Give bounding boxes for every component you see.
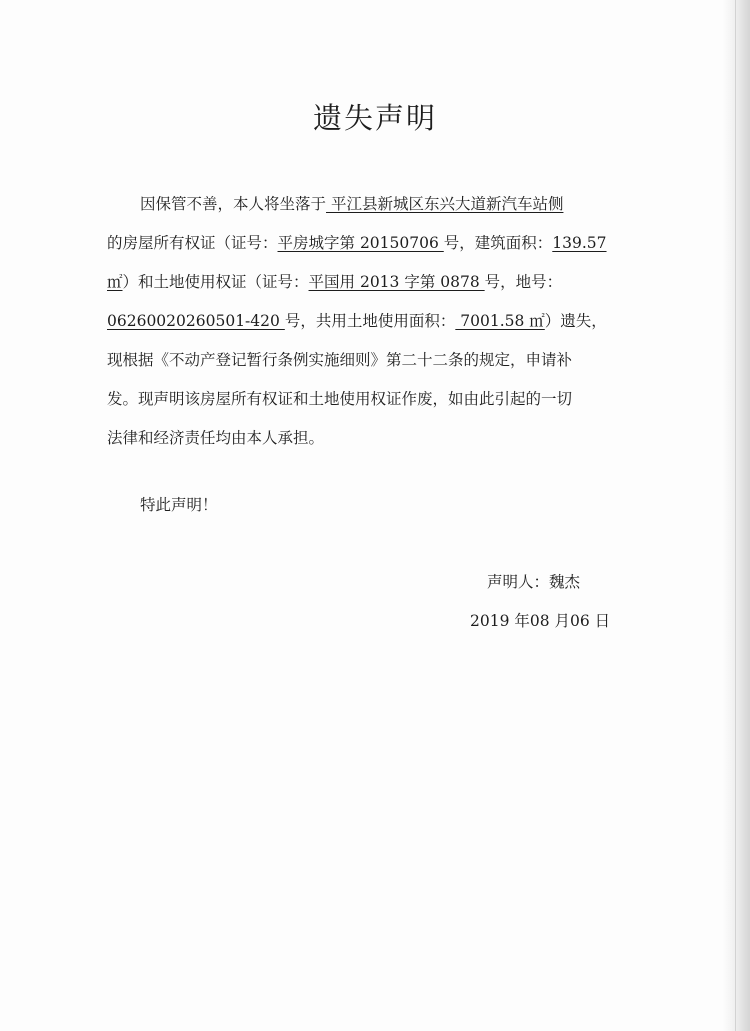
body-text-segment: 的房屋所有权证（证号： — [107, 234, 278, 252]
page-title: 遗失声明 — [312, 101, 437, 135]
body-line-1 — [107, 185, 647, 224]
closing-statement: 特此声明！ — [140, 496, 218, 514]
body-text-segment: 因保管不善，本人将坐落于 — [140, 195, 327, 213]
body-line-2 — [107, 224, 647, 263]
declarant-signature: 声明人：魏杰 — [487, 573, 581, 591]
body-line-7 — [107, 419, 647, 458]
body-text-segment: 发。现声明该房屋所有权证和土地使用权证作废，如由此引起的一切 — [107, 390, 573, 408]
body-text-segment: ）遗失， — [544, 312, 607, 330]
body-text-segment: 现根据《不动产登记暂行条例实施细则》第二十二条的规定，申请补 — [107, 351, 573, 369]
body-text-segment: 号，建筑面积： — [443, 234, 553, 252]
plot-number: 06260020260501-420 — [107, 312, 285, 330]
body-line-3 — [107, 263, 647, 302]
scan-edge-shadow — [722, 0, 750, 1031]
house-certificate-number: 平房城字第 20150706 — [277, 234, 444, 252]
body-line-6 — [107, 380, 647, 419]
shared-land-area: 7001.58 ㎡ — [455, 312, 545, 330]
building-area: 139.57 — [552, 234, 607, 252]
body-text-segment: 号，地号： — [484, 273, 563, 291]
scan-edge-line — [735, 0, 736, 1031]
property-location: 平江县新城区东兴大道新汽车站侧 — [326, 195, 564, 213]
body-text-segment: ）和土地使用权证（证号： — [122, 273, 309, 291]
statement-date: 2019 年08 月06 日 — [470, 612, 611, 630]
body-text-segment: 法律和经济责任均由本人承担。 — [107, 429, 325, 447]
body-line-5 — [107, 341, 647, 380]
body-line-4 — [107, 302, 647, 341]
statement-body — [107, 185, 647, 458]
land-certificate-number: 平国用 2013 字第 0878 — [308, 273, 485, 291]
building-area-unit: ㎡ — [107, 273, 123, 291]
body-text-segment: 号，共用土地使用面积： — [284, 312, 456, 330]
